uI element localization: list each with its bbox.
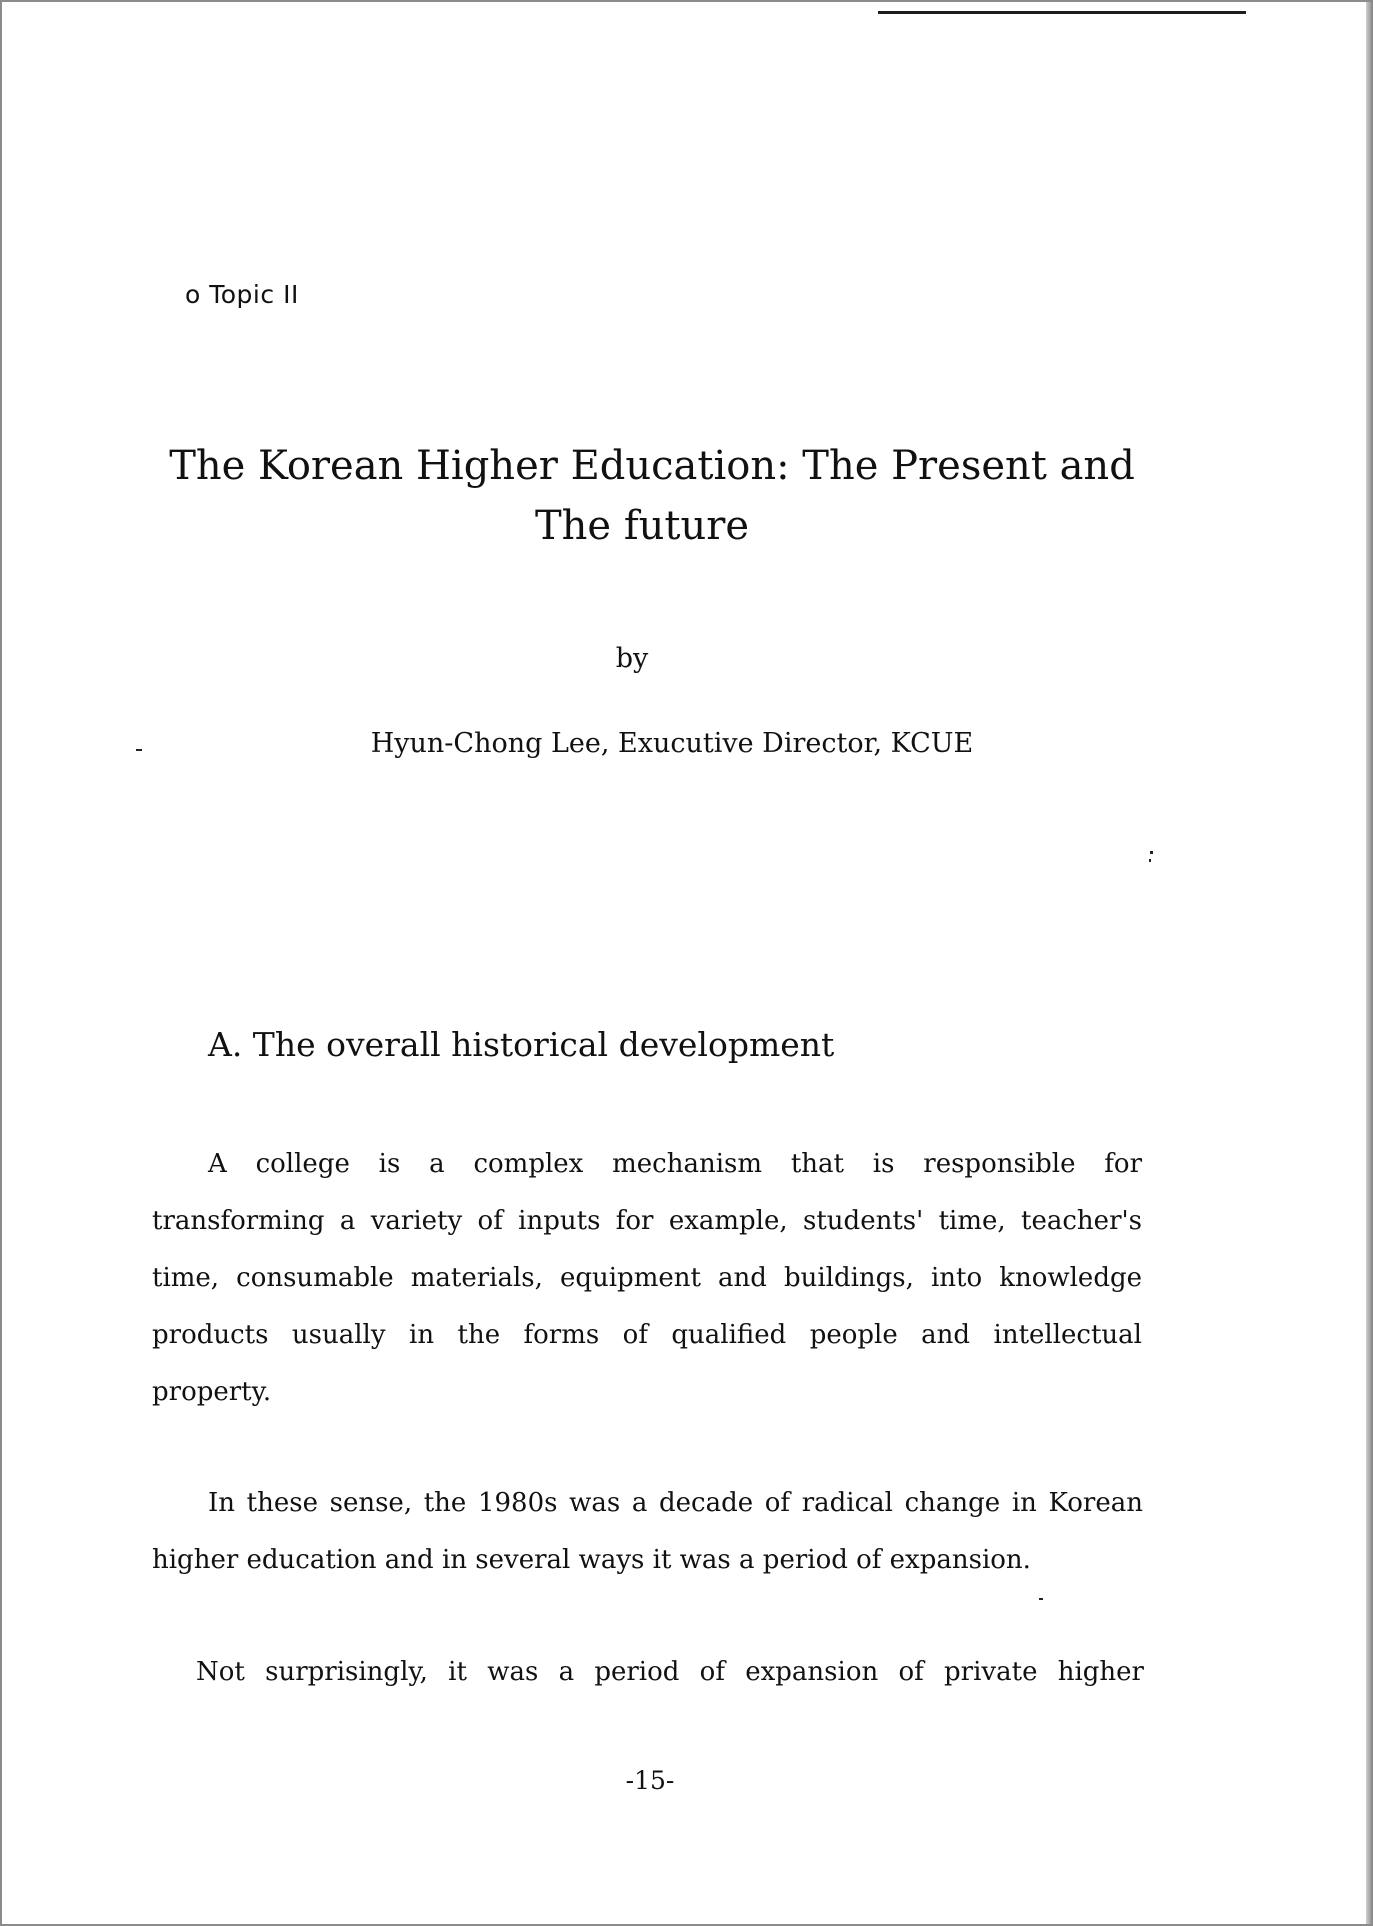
document-title-line-2: The future [534,503,750,549]
scan-artifact-line [878,11,1246,14]
page-number: -15- [625,1766,675,1795]
paragraph-1-line: A college is a complex mechanism that is responsible for [208,1149,1142,1179]
paragraph-2-line: In these sense, the 1980s was a decade of radical change in Korean [208,1488,1143,1518]
page-edge-shadow [1366,2,1371,1924]
paragraph-1-line: transforming a variety of inputs for example, students' time, teacher's [152,1206,1142,1236]
scan-speck [1039,1598,1043,1600]
author-line: Hyun-Chong Lee, Exucutive Director, KCUE [370,728,974,759]
scan-speck [136,749,142,751]
topic-label: o Topic II [185,280,299,309]
paragraph-1-line: products usually in the forms of qualified people and intellectual [152,1320,1142,1350]
paragraph-1-line: time, consumable materials, equipment and buildings, into knowledge [152,1263,1142,1293]
byline-by: by [615,643,649,674]
document-title-line-1: The Korean Higher Education: The Present and [169,443,1135,489]
paragraph-1-line: property. [152,1377,272,1407]
scan-speck [1150,851,1153,854]
scan-speck [1149,859,1151,862]
paragraph-2-line: higher education and in several ways it was a period of expansion. [152,1545,1031,1575]
paragraph-3-line: Not surprisingly, it was a period of expansion of private higher [196,1657,1144,1687]
section-heading: A. The overall historical development [208,1025,835,1064]
